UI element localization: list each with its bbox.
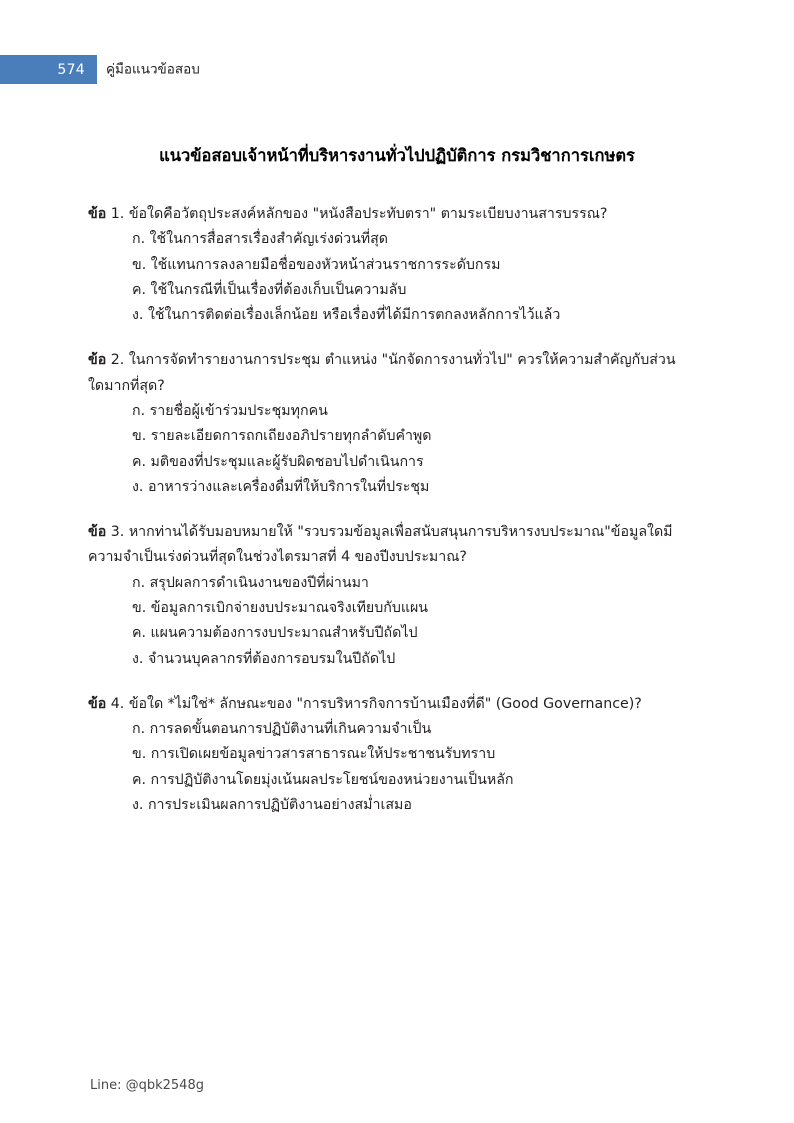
- question-label: ข้อ: [88, 524, 107, 541]
- choice-item: ข. รายละเอียดการถกเถียงอภิปรายทุกลำดับคำพูด: [132, 428, 432, 445]
- question-block: [88, 348, 688, 500]
- question-prompt-text: ในการจัดทำรายงานการประชุม ตำแหน่ง "นักจัดการงานทั่วไป" ควรให้ความสำคัญกับส่วนใดมากที่สุด?: [88, 352, 676, 394]
- question-prompt-text: หากท่านได้รับมอบหมายให้ "รวบรวมข้อมูลเพื่อสนับสนุนการบริหารงบประมาณ"ข้อมูลใดมีความจำเป็นเร่งด่วนที่สุดในช่วงไตรมาสที่ 4 ของปีงบประมาณ?: [88, 524, 673, 566]
- choice-item: ง. อาหารว่างและเครื่องดื่มที่ให้บริการในที่ประชุม: [132, 478, 430, 495]
- choice-item: ข. ใช้แทนการลงลายมือชื่อของหัวหน้าส่วนราชการระดับกรม: [132, 256, 501, 273]
- question-list: [88, 202, 688, 818]
- question-prompt: [88, 348, 688, 399]
- question-number: 1.: [110, 206, 125, 222]
- question-block: [88, 692, 688, 818]
- question-label: ข้อ: [88, 352, 107, 369]
- page-number-box: [0, 55, 97, 84]
- question-block: [88, 202, 688, 328]
- question-prompt: [88, 520, 688, 571]
- choice-item: ก. รายชื่อผู้เข้าร่วมประชุมทุกคน: [132, 402, 328, 419]
- page-header: [0, 55, 794, 84]
- question-prompt: [88, 202, 688, 227]
- question-number: 4.: [110, 695, 125, 712]
- question-number: 2.: [110, 352, 125, 369]
- choice-item: ก. การลดขั้นตอนการปฏิบัติงานที่เกินความจำเป็น: [132, 721, 432, 738]
- choice-item: ค. แผนความต้องการงบประมาณสำหรับปีถัดไป: [132, 625, 418, 642]
- choice-item: ค. มติของที่ประชุมและผู้รับผิดชอบไปดำเนินการ: [132, 453, 424, 470]
- running-header-title: คู่มือแนวข้อสอบ: [106, 60, 200, 77]
- choice-item: ก. สรุปผลการดำเนินงานของปีที่ผ่านมา: [132, 574, 369, 591]
- page-title: แนวข้อสอบเจ้าหน้าที่บริหารงานทั่วไปปฏิบัติการ กรมวิชาการเกษตร: [159, 146, 635, 165]
- choice-list: [88, 717, 688, 818]
- choice-item: ง. จำนวนบุคลากรที่ต้องการอบรมในปีถัดไป: [132, 650, 396, 667]
- choice-item: ค. การปฏิบัติงานโดยมุ่งเน้นผลประโยชน์ของหน่วยงานเป็นหลัก: [132, 771, 514, 788]
- question-label: ข้อ: [88, 206, 107, 222]
- question-number: 3.: [110, 524, 125, 541]
- footer-contact: Line: @qbk2548g: [90, 1078, 204, 1093]
- page-number: 574: [57, 61, 85, 78]
- choice-item: ก. ใช้ในการสื่อสารเรื่องสำคัญเร่งด่วนที่สุด: [132, 231, 389, 248]
- question-label: ข้อ: [88, 695, 107, 712]
- question-prompt-text: ข้อใดคือวัตถุประสงค์หลักของ "หนังสือประทับตรา" ตามระเบียบงานสารบรรณ?: [128, 206, 608, 222]
- question-prompt-text: ข้อใด *ไม่ใช่* ลักษณะของ "การบริหารกิจการบ้านเมืองที่ดี" (Good Governance)?: [128, 695, 642, 712]
- choice-list: [88, 227, 688, 328]
- choice-item: ง. การประเมินผลการปฏิบัติงานอย่างสม่ำเสมอ: [132, 796, 412, 813]
- choice-item: ข. ข้อมูลการเบิกจ่ายงบประมาณจริงเทียบกับแผน: [132, 599, 428, 616]
- choice-item: ง. ใช้ในการติดต่อเรื่องเล็กน้อย หรือเรื่องที่ได้มีการตกลงหลักการไว้แล้ว: [132, 307, 561, 324]
- question-block: [88, 520, 688, 672]
- choice-list: [88, 571, 688, 672]
- choice-list: [88, 399, 688, 500]
- choice-item: ข. การเปิดเผยข้อมูลข่าวสารสาธารณะให้ประชาชนรับทราบ: [132, 746, 496, 763]
- choice-item: ค. ใช้ในกรณีที่เป็นเรื่องที่ต้องเก็บเป็นความลับ: [132, 281, 407, 298]
- question-prompt: [88, 692, 688, 717]
